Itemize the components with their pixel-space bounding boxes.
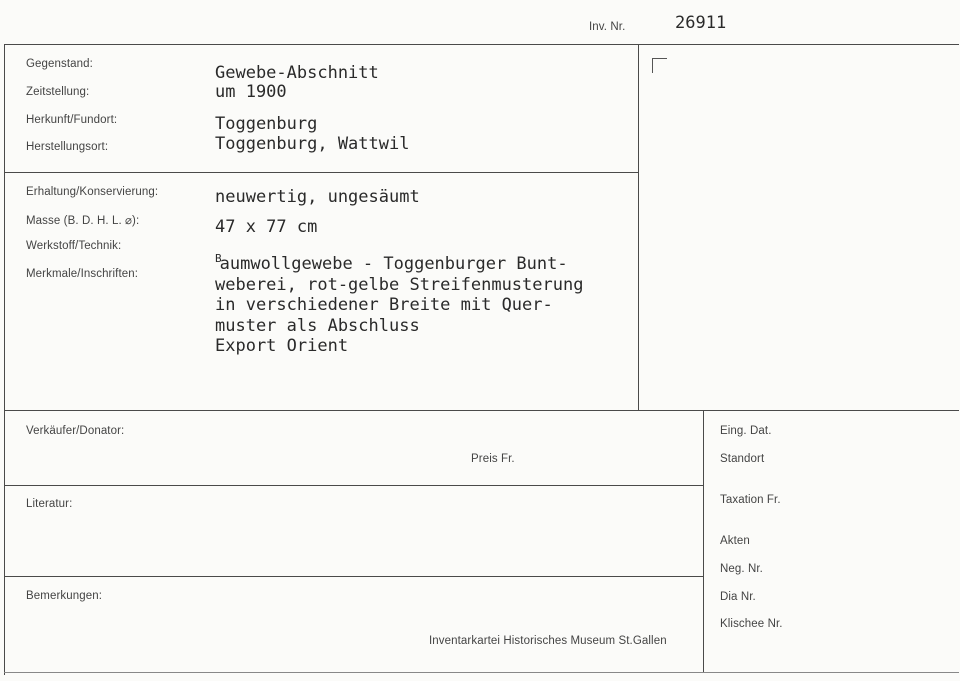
- footer-museum-text: Inventarkartei Historisches Museum St.Gallen: [429, 635, 667, 647]
- description-superscript: B: [215, 252, 222, 265]
- standort-label: Standort: [720, 453, 765, 465]
- klischee-nr-label: Klischee Nr.: [720, 618, 783, 630]
- neg-nr-label: Neg. Nr.: [720, 563, 763, 575]
- photo-corner-mark: [652, 58, 667, 73]
- inv-nr-value: 26911: [675, 13, 727, 33]
- eing-dat-label: Eing. Dat.: [720, 425, 772, 437]
- literatur-divider: [4, 576, 703, 577]
- verkaeufer-divider: [4, 485, 703, 486]
- description-block: [215, 249, 583, 357]
- description-line: $^B$aumwollgewebe - Toggenburger Bunt-: [215, 252, 568, 274]
- description-line: in verschiedener Breite mit Quer-: [215, 295, 553, 315]
- gegenstand-value: Gewebe-Abschnitt: [215, 63, 379, 83]
- right-column-divider: [703, 410, 704, 672]
- description-line: weberei, rot-gelbe Streifenmusterung: [215, 274, 584, 295]
- werkstoff-label: Werkstoff/Technik:: [26, 240, 122, 252]
- masse-value: 47 x 77 cm: [215, 217, 318, 237]
- verkaeufer-label: Verkäufer/Donator:: [26, 425, 125, 437]
- preis-label: Preis Fr.: [471, 453, 515, 465]
- erhaltung-value: neuwertig, ungesäumt: [215, 187, 420, 207]
- description-line: muster als Abschluss: [215, 315, 420, 336]
- zeitstellung-label: Zeitstellung:: [26, 86, 90, 98]
- merkmale-label: Merkmale/Inschriften:: [26, 268, 139, 280]
- upper-section-divider: [4, 410, 959, 411]
- gegenstand-label: Gegenstand:: [26, 58, 93, 70]
- herstellungsort-label: Herstellungsort:: [26, 141, 109, 153]
- description-line: Export Orient: [215, 336, 349, 356]
- left-border: [4, 44, 5, 675]
- bemerkungen-label: Bemerkungen:: [26, 590, 102, 602]
- top-divider: [4, 44, 959, 45]
- erhaltung-label: Erhaltung/Konservierung:: [26, 186, 159, 198]
- object-section-divider: [4, 172, 638, 173]
- image-column-divider: [638, 44, 639, 411]
- inv-nr-label: Inv. Nr.: [589, 21, 626, 33]
- literatur-label: Literatur:: [26, 498, 73, 510]
- herkunft-value: Toggenburg: [215, 114, 318, 134]
- dia-nr-label: Dia Nr.: [720, 591, 756, 603]
- herstellungsort-value: Toggenburg, Wattwil: [215, 134, 410, 154]
- herkunft-label: Herkunft/Fundort:: [26, 114, 118, 126]
- zeitstellung-value: um 1900: [215, 82, 287, 102]
- masse-label: Masse (B. D. H. L. ⌀):: [26, 215, 140, 227]
- bottom-border: [4, 672, 959, 673]
- taxation-label: Taxation Fr.: [720, 494, 781, 506]
- akten-label: Akten: [720, 535, 750, 547]
